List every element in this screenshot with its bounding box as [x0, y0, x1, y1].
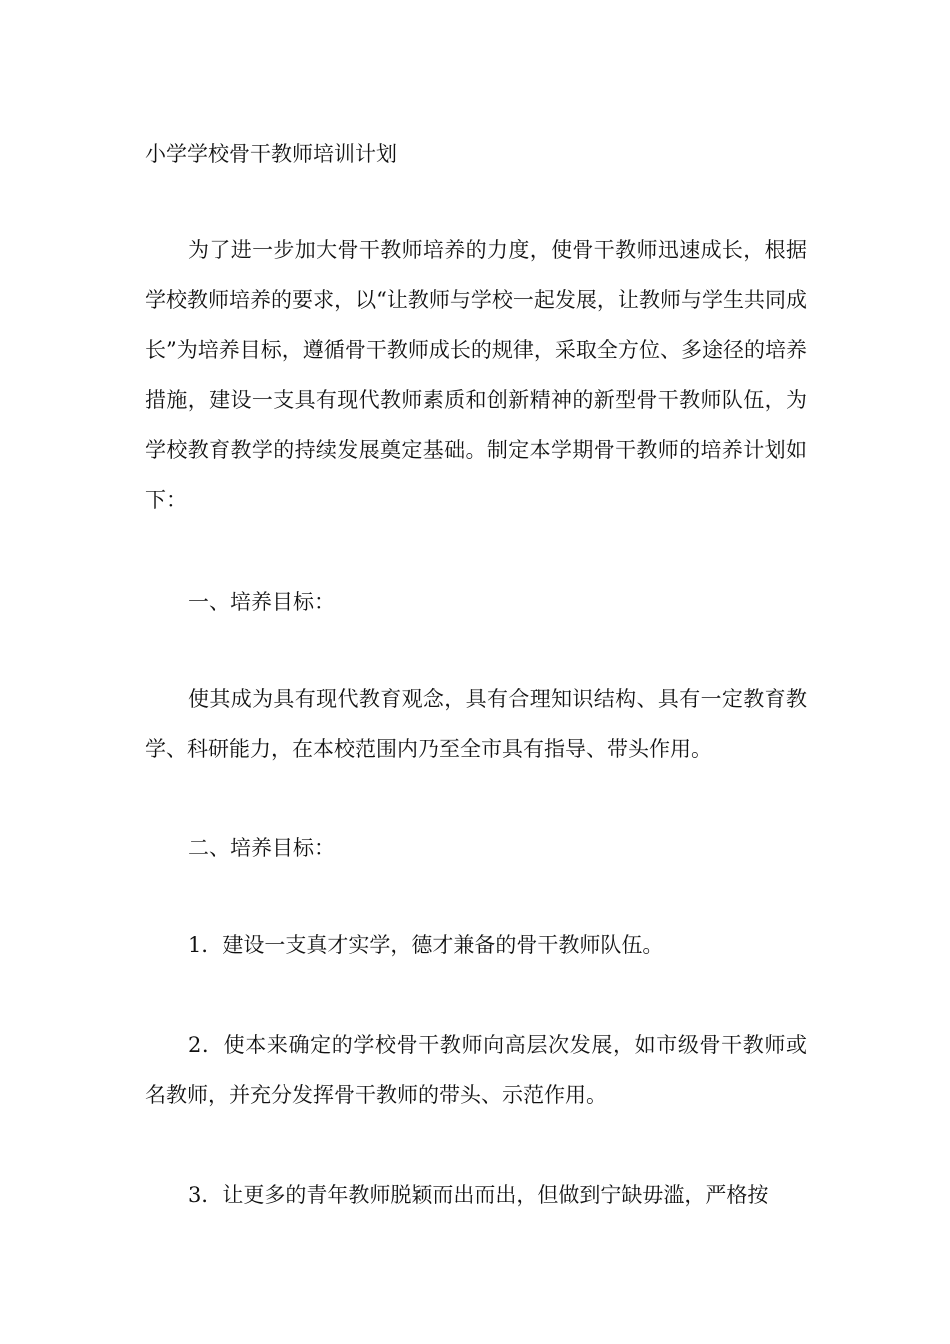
section-1-paragraph: 使其成为具有现代教育观念，具有合理知识结构、具有一定教育教学、科研能力，在本校范围内乃至全市具有指导、带头作用。	[145, 687, 807, 761]
list-item: 1．建设一支真才实学，德才兼备的骨干教师队伍。	[188, 933, 664, 957]
list-item: 3．让更多的青年教师脱颖而出而出，但做到宁缺毋滥，严格按	[188, 1183, 769, 1207]
section-1-heading: 一、培养目标：	[188, 590, 335, 614]
list-item: 2．使本来确定的学校骨干教师向高层次发展，如市级骨干教师或名教师，并充分发挥骨干教师的带头、示范作用。	[145, 1033, 807, 1107]
document-title: 小学学校骨干教师培训计划	[145, 142, 397, 166]
section-2-heading: 二、培养目标：	[188, 836, 335, 860]
intro-paragraph: 为了进一步加大骨干教师培养的力度，使骨干教师迅速成长，根据学校教师培养的要求，以“让教师与学校一起发展，让教师与学生共同成长”为培养目标，遵循骨干教师成长的规律，采取全方位、多途径的培养措施，建设一支具有现代教师素质和创新精神的新型骨干教师队伍，为学校教育教学的持续发展奠定基础。制定本学期骨干教师的培养计划如下：	[145, 238, 807, 512]
